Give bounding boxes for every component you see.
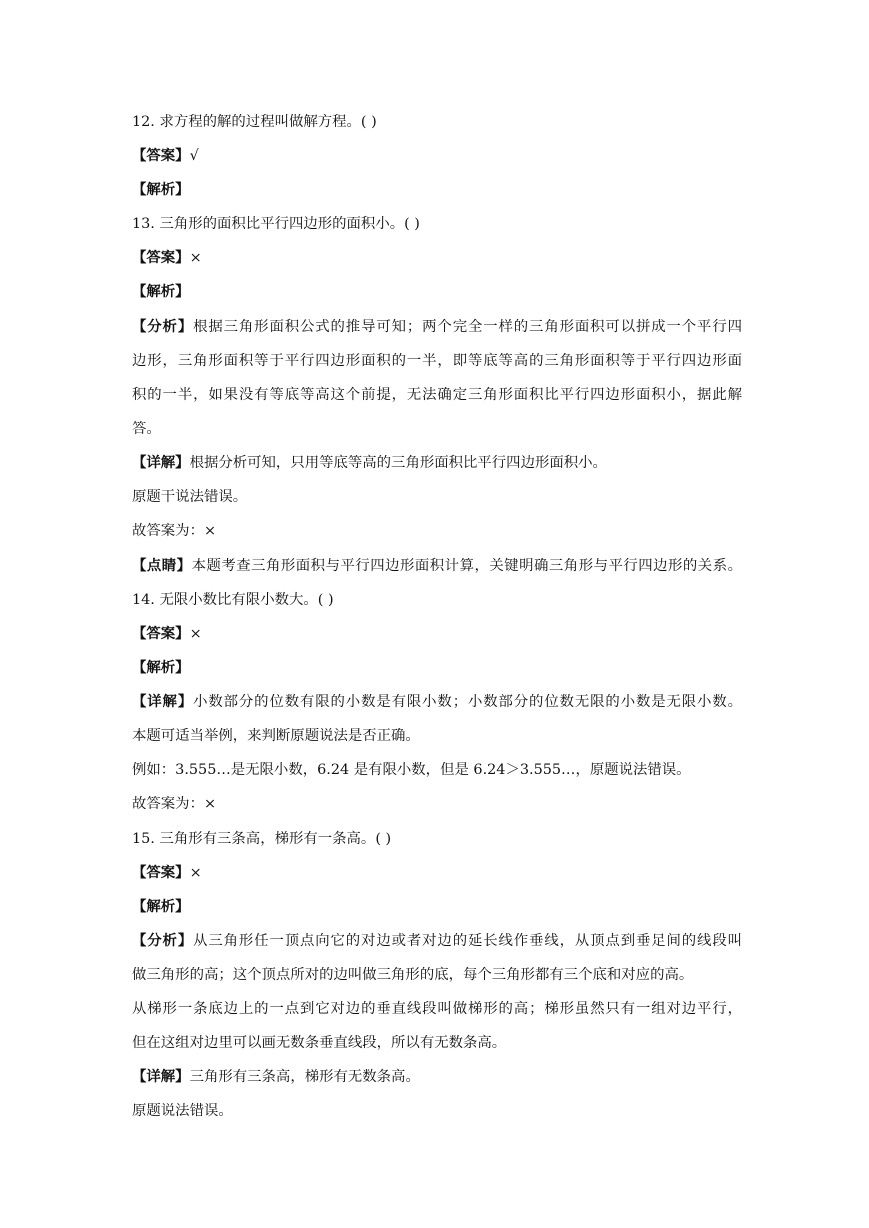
- analysis-paragraph-line: [132, 965, 742, 985]
- question-text: 13. 三角形的面积比平行四边形的面积小。( ): [132, 216, 420, 232]
- paragraph-text: 例如：3.555…是无限小数，6.24 是有限小数，但是 6.24＞3.555…，原题说法错误。: [132, 762, 691, 778]
- paragraph-text: 三角形有三条高，梯形有无数条高。: [189, 1069, 420, 1085]
- detail-line: [132, 692, 742, 712]
- paragraph-text: 本题考查三角形面积与平行四边形面积计算，关键明确三角形与平行四边形的关系。: [191, 558, 742, 574]
- answer-tag: 【答案】: [132, 625, 190, 642]
- analysis-tag: 【解析】: [132, 283, 190, 300]
- paragraph-text: 原题干说法错误。: [132, 489, 248, 505]
- fenxi-tag: 【分析】: [132, 318, 194, 335]
- answer-line: [132, 624, 742, 644]
- answer-tag: 【答案】: [132, 249, 190, 266]
- answer-value: √: [189, 148, 199, 164]
- detail-tag: 【详解】: [132, 1068, 190, 1085]
- paragraph-text: 从梯形一条底边上的一点到它对边的垂直线段叫做梯形的高；梯形虽然只有一组对边平行，: [132, 1001, 742, 1017]
- question-text: 14. 无限小数比有限小数大。( ): [132, 592, 334, 608]
- analysis-tag: 【解析】: [132, 898, 190, 915]
- answer-line: [132, 248, 742, 268]
- analysis-paragraph-line: [132, 385, 742, 405]
- answer-tag: 【答案】: [132, 864, 190, 881]
- remark-line: [132, 556, 742, 576]
- question-14: [132, 590, 742, 610]
- paragraph-text: 从三角形任一顶点向它的对边或者对边的延长线作垂线，从顶点到垂足间的线段叫: [193, 933, 742, 949]
- answer-line: [132, 146, 742, 166]
- paragraph-text: 但在这组对边里可以画无数条垂直线段，所以有无数条高。: [132, 1035, 507, 1051]
- paragraph-text: 原题说法错误。: [132, 1103, 233, 1119]
- question-13: [132, 214, 742, 234]
- question-text: 12. 求方程的解的过程叫做解方程。( ): [132, 114, 377, 130]
- answer-value: ×: [189, 865, 202, 881]
- answer-line: [132, 863, 742, 883]
- answer-value: ×: [189, 250, 202, 266]
- analysis-tag: 【解析】: [132, 659, 190, 676]
- paragraph-text: 答。: [132, 421, 161, 437]
- detail-line: [132, 1067, 742, 1087]
- final-answer-line: [132, 521, 742, 541]
- paragraph-text: 小数部分的位数有限的小数是有限小数；小数部分的位数无限的小数是无限小数。: [193, 694, 742, 710]
- paragraph-text: 做三角形的高；这个顶点所对的边叫做三角形的底，每个三角形都有三个底和对应的高。: [132, 967, 694, 983]
- answer-tag: 【答案】: [132, 147, 190, 164]
- fenxi-tag: 【分析】: [132, 932, 194, 949]
- answer-value: ×: [189, 626, 202, 642]
- remark-tag: 【点睛】: [132, 557, 192, 574]
- paragraph-text: 故答案为：×: [132, 523, 217, 539]
- paragraph-text: 根据三角形面积公式的推导可知；两个完全一样的三角形面积可以拼成一个平行四: [193, 319, 742, 335]
- analysis-heading: [132, 658, 742, 678]
- question-12: [132, 112, 742, 132]
- paragraph-text: 故答案为：×: [132, 796, 217, 812]
- analysis-paragraph-line: [132, 419, 742, 439]
- analysis-heading: [132, 282, 742, 302]
- detail-tag: 【详解】: [132, 454, 190, 471]
- analysis-paragraph-line: [132, 931, 742, 951]
- analysis-paragraph-line: [132, 999, 742, 1019]
- question-15: [132, 829, 742, 849]
- detail-line: [132, 453, 742, 473]
- question-text: 15. 三角形有三条高，梯形有一条高。( ): [132, 831, 392, 847]
- detail-tag: 【详解】: [132, 693, 194, 710]
- analysis-tag: 【解析】: [132, 181, 190, 198]
- analysis-paragraph-line: [132, 317, 742, 337]
- example-line: [132, 760, 742, 780]
- paragraph-text: 边形，三角形面积等于平行四边形面积的一半，即等底等高的三角形面积等于平行四边形面: [132, 353, 742, 369]
- paragraph-text: 积的一半，如果没有等底等高这个前提，无法确定三角形面积比平行四边形面积小，据此解: [132, 387, 742, 403]
- conclusion-line: [132, 1101, 742, 1121]
- final-answer-line: [132, 794, 742, 814]
- conclusion-line: [132, 487, 742, 507]
- analysis-heading: [132, 180, 742, 200]
- analysis-paragraph-line: [132, 351, 742, 371]
- analysis-heading: [132, 897, 742, 917]
- paragraph-line: [132, 726, 742, 746]
- analysis-paragraph-line: [132, 1033, 742, 1053]
- paragraph-text: 根据分析可知，只用等底等高的三角形面积比平行四边形面积小。: [189, 455, 607, 471]
- paragraph-text: 本题可适当举例，来判断原题说法是否正确。: [132, 728, 420, 744]
